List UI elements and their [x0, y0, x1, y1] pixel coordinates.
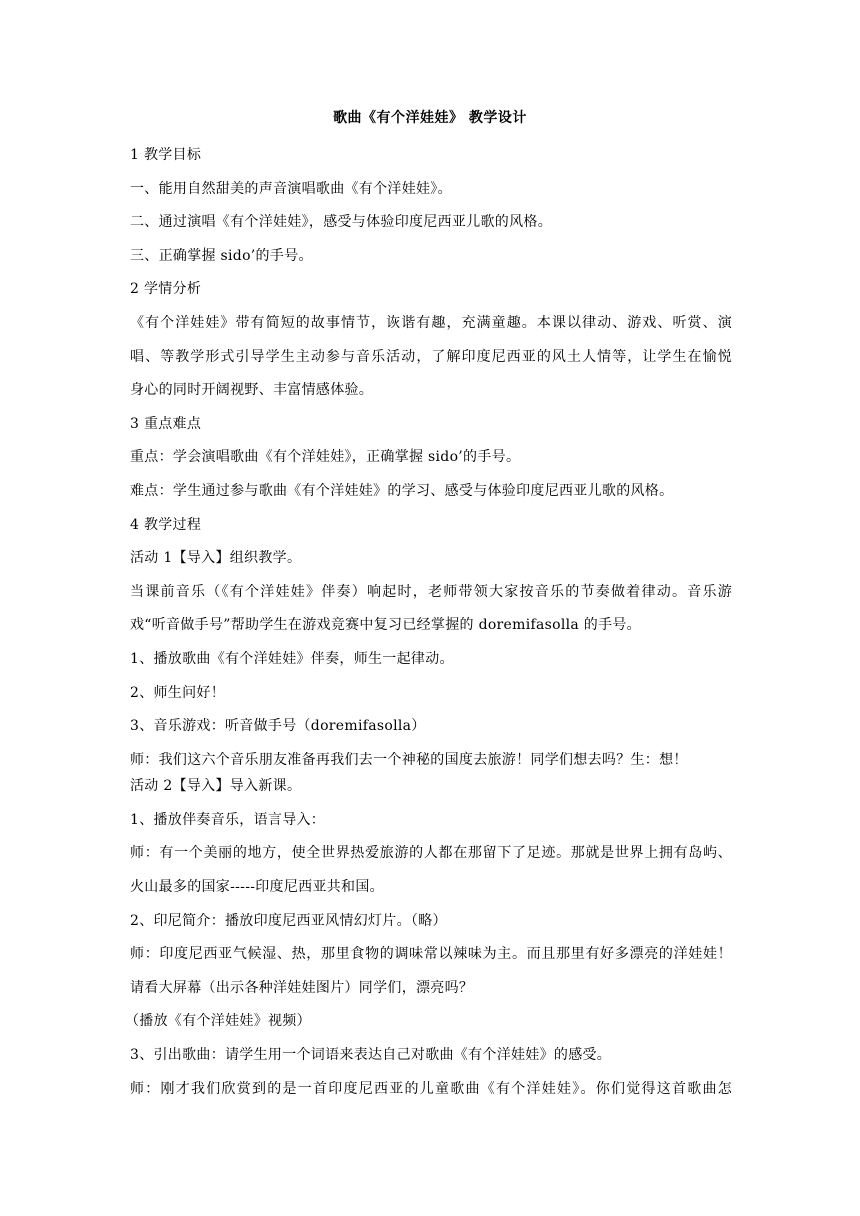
step-line: 2、师生问好！ — [130, 684, 226, 701]
paragraph-line: 身心的同时开阔视野、丰富情感体验。 — [130, 382, 374, 399]
step-line: 3、引出歌曲：请学生用一个词语来表达自己对歌曲《有个洋娃娃》的感受。 — [130, 1047, 612, 1064]
step-line: 3、音乐游戏：听音做手号（doremifasolla） — [130, 718, 426, 735]
document-body — [125, 145, 732, 1112]
dialogue-line: 师：印度尼西亚气候湿、热，那里食物的调味常以辣味为主。而且那里有好多漂亮的洋娃娃！ — [130, 946, 732, 963]
heading-teaching-goals: 1 教学目标 — [130, 147, 202, 163]
step-line: 1、播放伴奏音乐，语言导入： — [130, 811, 326, 828]
dialogue-line: 请看大屏幕（出示各种洋娃娃图片）同学们，漂亮吗？ — [130, 979, 474, 996]
key-point-line: 重点：学会演唱歌曲《有个洋娃娃》，正确掌握 sido’的手号。 — [130, 449, 521, 466]
difficulty-line: 难点：学生通过参与歌曲《有个洋娃娃》的学习、感受与体验印度尼西亚儿歌的风格。 — [130, 482, 674, 499]
dialogue-line: 师：我们这六个音乐朋友准备再我们去一个神秘的国度去旅游！同学们想去吗？生：想！ — [130, 751, 688, 768]
video-note-line: （播放《有个洋娃娃》视频） — [125, 1013, 311, 1030]
heading-student-analysis: 2 学情分析 — [130, 281, 202, 298]
paragraph-line: 戏“听音做手号”帮助学生在游戏竞赛中复习已经掌握的 doremifasolla 的手号。 — [130, 617, 641, 634]
dialogue-line: 火山最多的国家-----印度尼西亚共和国。 — [130, 879, 384, 896]
goal-line-1: 一、能用自然甜美的声音演唱歌曲《有个洋娃娃》。 — [130, 180, 452, 197]
goal-line-3: 三、正确掌握 sido’的手号。 — [130, 247, 313, 264]
step-line: 1、播放歌曲《有个洋娃娃》伴奏，师生一起律动。 — [130, 650, 454, 667]
paragraph-line: 唱、等教学形式引导学生主动参与音乐活动，了解印度尼西亚的风土人情等，让学生在愉悦 — [130, 348, 732, 365]
paragraph-line: 《有个洋娃娃》带有简短的故事情节，诙谐有趣，充满童趣。本课以律动、游戏、听赏、演 — [130, 314, 732, 331]
activity-1-heading: 活动 1【导入】组织教学。 — [130, 550, 302, 567]
dialogue-line: 师：刚才我们欣赏到的是一首印度尼西亚的儿童歌曲《有个洋娃娃》。你们觉得这首歌曲怎 — [130, 1080, 732, 1097]
heading-teaching-process: 4 教学过程 — [130, 516, 202, 533]
document-title: 歌曲《有个洋娃娃》 教学设计 — [333, 110, 527, 126]
dialogue-line: 师：有一个美丽的地方，使全世界热爱旅游的人都在那留下了足迹。那就是世界上拥有岛屿、 — [130, 845, 732, 862]
heading-key-points: 3 重点难点 — [130, 415, 202, 432]
goal-line-2: 二、通过演唱《有个洋娃娃》，感受与体验印度尼西亚儿歌的风格。 — [130, 214, 552, 231]
paragraph-line: 当课前音乐（《有个洋娃娃》伴奏）响起时，老师带领大家按音乐的节奏做着律动。音乐游 — [130, 583, 732, 600]
activity-2-heading: 活动 2【导入】导入新课。 — [130, 778, 302, 795]
step-line: 2、印尼简介：播放印度尼西亚风情幻灯片。（略） — [130, 912, 447, 929]
